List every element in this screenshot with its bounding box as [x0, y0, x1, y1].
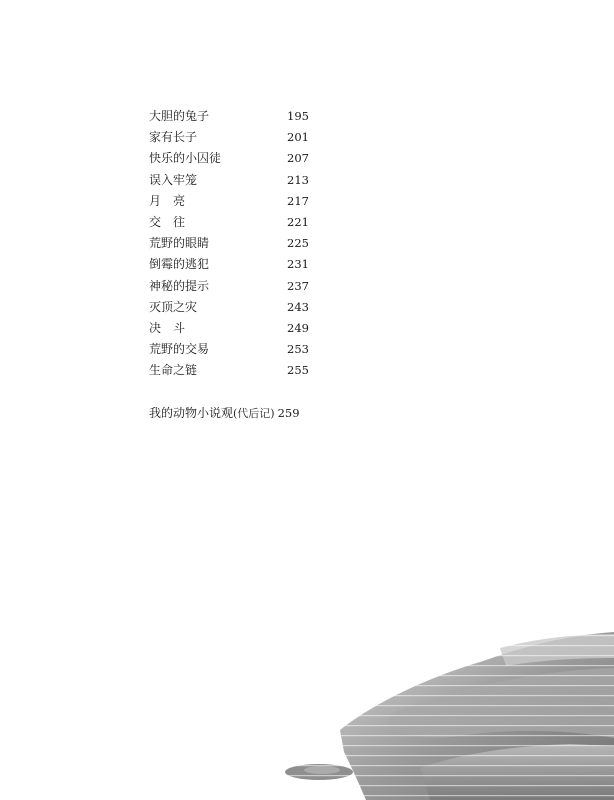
toc-entry[interactable] [149, 297, 319, 318]
toc-entry-title: 家有长子 [149, 130, 198, 145]
toc-entry[interactable] [149, 127, 319, 148]
toc-entry-page: 207 [287, 151, 309, 166]
toc-entry-page: 249 [287, 320, 309, 335]
toc-entry-page: 231 [287, 257, 309, 272]
toc-entry[interactable] [149, 360, 319, 381]
toc-entry-title: 月 亮 [149, 193, 186, 208]
toc-entry[interactable] [149, 191, 319, 212]
toc-entry-page: 255 [287, 363, 309, 378]
toc-entry[interactable] [149, 318, 319, 339]
ink-wash-landscape-icon [270, 618, 614, 800]
toc-entry[interactable] [149, 170, 319, 191]
toc-entry[interactable] [149, 254, 319, 275]
toc-entry-title: 神秘的提示 [149, 278, 210, 293]
toc-entry-page: 237 [287, 278, 309, 293]
toc-entry-title: 快乐的小囚徒 [149, 151, 222, 166]
toc-entry[interactable] [149, 276, 319, 297]
toc-entry[interactable] [149, 148, 319, 169]
toc-entry[interactable] [149, 212, 319, 233]
toc-entry-page: 243 [287, 299, 309, 314]
table-of-contents [149, 106, 319, 381]
toc-entry-title: 倒霉的逃犯 [149, 257, 210, 272]
toc-entry-title: 大胆的兔子 [149, 109, 210, 123]
toc-entry-title: 灭顶之灾 [149, 299, 198, 314]
afterword-title: 我的动物小说观 [149, 406, 234, 420]
toc-entry-page: 225 [287, 236, 309, 251]
afterword-subtitle: (代后记) [233, 407, 275, 420]
toc-entry-page: 217 [287, 193, 309, 208]
toc-entry[interactable] [149, 106, 319, 127]
toc-entry-page: 221 [287, 214, 309, 229]
toc-entry-title: 生命之链 [149, 363, 198, 378]
afterword-page: 259 [277, 406, 300, 420]
toc-entry-afterword[interactable] [149, 403, 300, 423]
toc-entry-page: 195 [287, 109, 309, 123]
toc-entry-page: 213 [287, 172, 309, 187]
toc-entry-title: 荒野的交易 [149, 342, 210, 357]
toc-entry-page: 253 [287, 342, 309, 357]
toc-entry-title: 决 斗 [149, 320, 186, 335]
toc-entry-page: 201 [287, 130, 309, 145]
toc-entry-title: 误入牢笼 [149, 172, 198, 187]
toc-entry-title: 荒野的眼睛 [149, 236, 210, 251]
toc-entry[interactable] [149, 339, 319, 360]
toc-entry[interactable] [149, 233, 319, 254]
toc-entry-title: 交 往 [149, 214, 186, 229]
